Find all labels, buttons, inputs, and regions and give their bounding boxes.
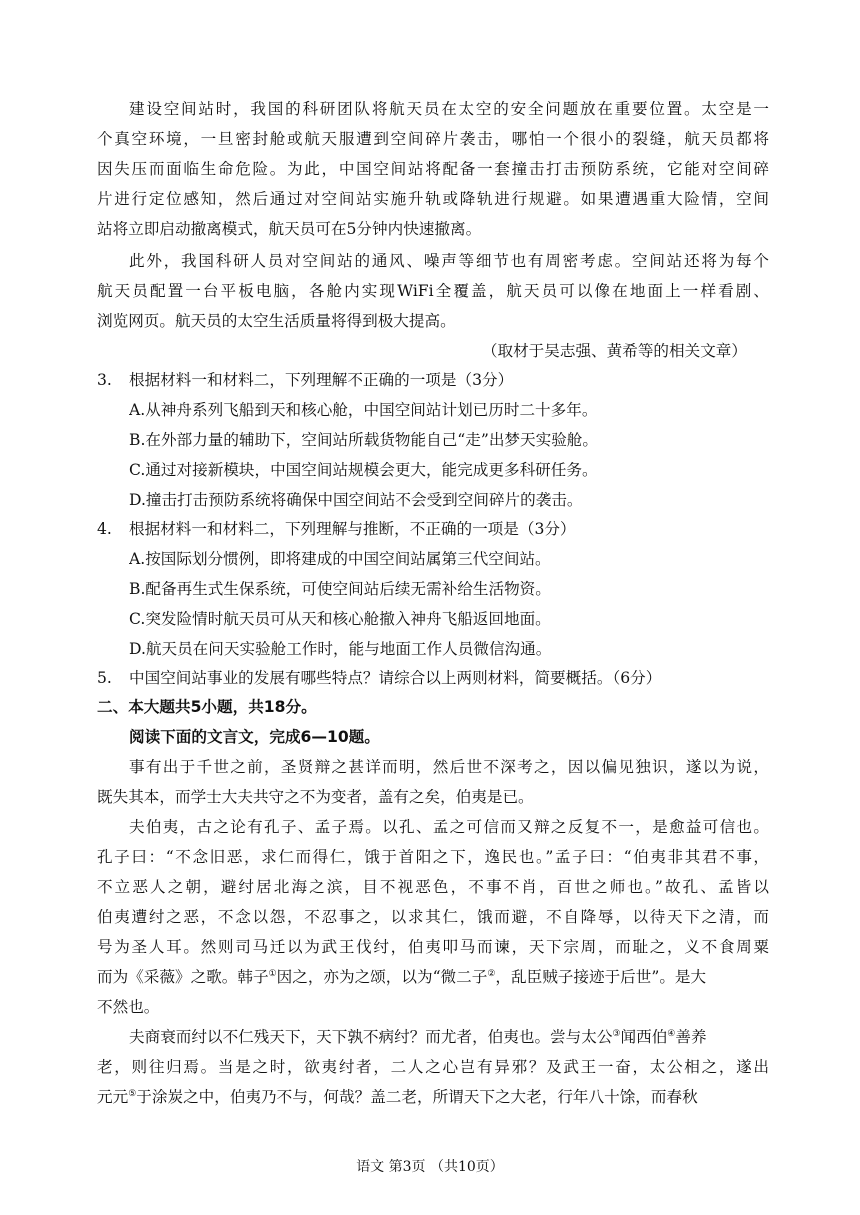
option-a: A.按国际划分惯例，即将建成的中国空间站属第三代空间站。 (129, 550, 551, 568)
footnote-marker: ② (487, 968, 496, 979)
source-citation: （取材于吴志强、黄希等的相关文章） (481, 342, 747, 360)
passage-line: 因失压而面临生命危险。为此，中国空间站将配备一套撞击打击预防系统，它能对空间碎 (97, 160, 769, 178)
question-number: 5. (97, 669, 112, 687)
text-run: 因之，亦为之颂，以为“微二子 (276, 968, 488, 986)
classical-line (97, 967, 769, 987)
classical-line (129, 1027, 769, 1047)
option-b: B.在外部力量的辅助下，空间站所载货物能自己“走”出梦天实验舱。 (129, 431, 598, 449)
option-c: C.突发险情时航天员可从天和核心舱撤入神舟飞船返回地面。 (129, 610, 551, 628)
text-run: 夫商衰而纣以不仁残天下，天下孰不病纣？而尤者，伯夷也。尝与太公 (129, 1028, 613, 1046)
footnote-marker: ① (268, 968, 277, 979)
footnote-marker: ③ (612, 1028, 621, 1039)
classical-line: 孔子曰：“不念旧恶，求仁而得仁，饿于首阳之下，逸民也。”孟子曰：“伯夷非其君不事， (97, 848, 769, 866)
option-a: A.从神舟系列飞船到天和核心舱，中国空间站计划已历时二十多年。 (129, 401, 598, 419)
passage-line: 个真空环境，一旦密封舱或航天服遭到空间碎片袭击，哪怕一个很小的裂缝，航天员都将 (97, 130, 769, 148)
passage-line: 此外，我国科研人员对空间站的通风、噪声等细节也有周密考虑。空间站还将为每个 (129, 252, 769, 270)
option-d: D.撞击打击预防系统将确保中国空间站不会受到空间碎片的袭击。 (129, 491, 583, 509)
section-instruction: 阅读下面的文言文，完成6—10题。 (129, 728, 380, 746)
text-run: 善养 (675, 1028, 707, 1046)
classical-line: 老，则往归焉。当是之时，欲夷纣者，二人之心岂有异邪？及武王一奋，太公相之，遂出 (97, 1058, 769, 1076)
passage-line: 浏览网页。航天员的太空生活质量将得到极大提高。 (97, 312, 456, 330)
text-run: 于涂炭之中，伯夷乃不与，何哉？盖二老，所谓天下之大老，行年八十馀，而春秋 (136, 1088, 698, 1106)
classical-line: 不然也。 (97, 998, 160, 1016)
text-run: 而为《采薇》之歌。韩子 (97, 968, 269, 986)
footnote-marker: ⑤ (128, 1088, 137, 1099)
question-stem: 中国空间站事业的发展有哪些特点？请综合以上两则材料，简要概括。（6分） (129, 669, 662, 687)
passage-line: 航天员配置一台平板电脑，各舱内实现WiFi全覆盖，航天员可以像在地面上一样看剧、 (97, 282, 769, 300)
passage-line: 站将立即启动撤离模式，航天员可在5分钟内快速撤离。 (97, 220, 482, 238)
option-d: D.航天员在问天实验舱工作时，能与地面工作人员微信沟通。 (129, 640, 552, 658)
question-stem: 根据材料一和材料二，下列理解不正确的一项是（3分） (129, 371, 514, 389)
classical-line: 夫伯夷，古之论有孔子、孟子焉。以孔、孟之可信而又辩之反复不一，是愈益可信也。 (129, 818, 769, 836)
text-run: ，乱臣贼子接迹于后世”。是大 (495, 968, 707, 986)
classical-line (97, 1087, 769, 1107)
classical-line: 号为圣人耳。然则司马迁以为武王伐纣，伯夷叩马而谏，天下宗周，而耻之，义不食周粟 (97, 938, 769, 956)
page-footer: 语文 第3页 （共10页） (356, 1159, 504, 1175)
passage-line: 建设空间站时，我国的科研团队将航天员在太空的安全问题放在重要位置。太空是一 (129, 100, 769, 118)
option-c: C.通过对接新模块，中国空间站规模会更大，能完成更多科研任务。 (129, 461, 598, 479)
question-number: 4. (97, 520, 112, 538)
option-b: B.配备再生式生保系统，可使空间站后续无需补给生活物资。 (129, 580, 551, 598)
question-number: 3. (97, 371, 112, 389)
section-heading: 二、本大题共5小题，共18分。 (97, 698, 317, 716)
text-run: 元元 (97, 1088, 129, 1106)
passage-line: 片进行定位感知，然后通过对空间站实施升轨或降轨进行规避。如果遭遇重大险情，空间 (97, 190, 769, 208)
classical-line: 伯夷遭纣之恶，不念以怨，不忍事之，以求其仁，饿而避，不自降辱，以待天下之清，而 (97, 908, 769, 926)
text-run: 闻西伯 (620, 1028, 668, 1046)
classical-line: 不立恶人之朝，避纣居北海之滨，目不视恶色，不事不肖，百世之师也。”故孔、孟皆以 (97, 878, 769, 896)
classical-line: 既失其本，而学士大夫共守之不为变者，盖有之矣，伯夷是已。 (97, 788, 534, 806)
classical-line: 事有出于千世之前，圣贤辩之甚详而明，然后世不深考之，因以偏见独识，遂以为说， (129, 758, 769, 776)
footnote-marker: ④ (667, 1028, 676, 1039)
question-stem: 根据材料一和材料二，下列理解与推断，不正确的一项是（3分） (129, 520, 576, 538)
